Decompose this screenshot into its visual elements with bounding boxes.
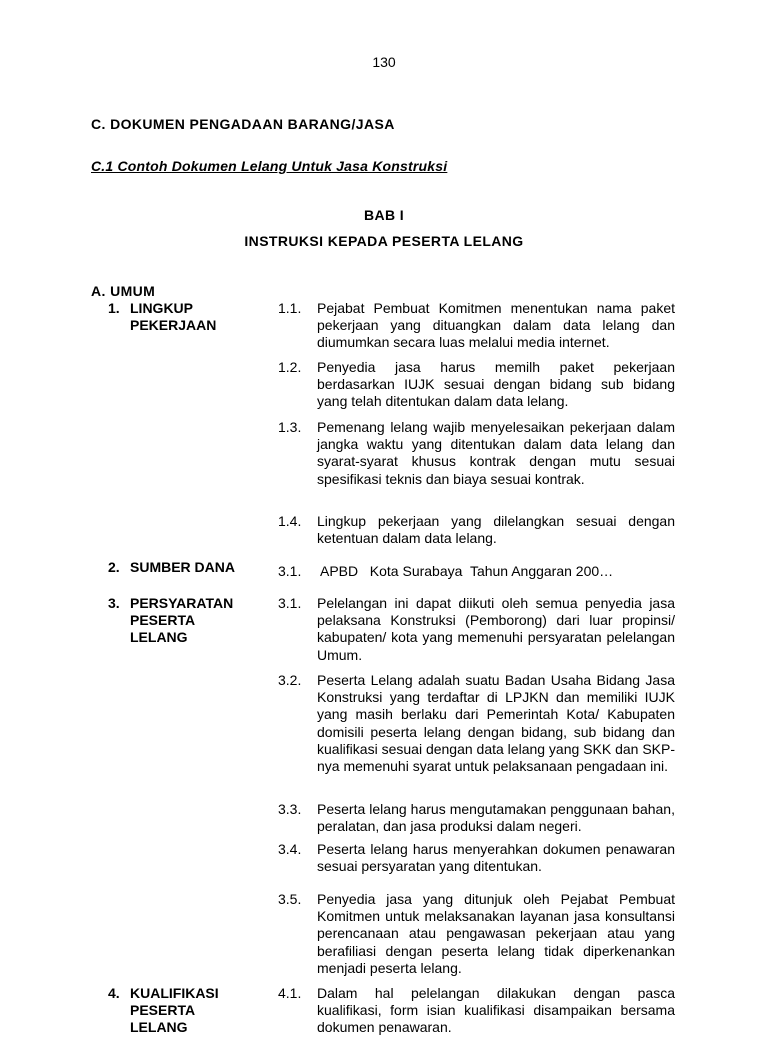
item-number: 4.1. <box>278 985 302 1001</box>
item-text: Pemenang lelang wajib menyelesaikan pekerjaan dalam jangka waktu yang ditentukan dalam data lelang dan syarat-syarat khusus kontrak dengan mutu sesuai spesifikasi teknis dan biaya sesuai kontrak. <box>317 419 675 487</box>
item-number: 3.3. <box>278 801 302 817</box>
chapter-title: INSTRUKSI KEPADA PESERTA LELANG <box>244 233 524 249</box>
item-text: Peserta Lelang adalah suatu Badan Usaha Bidang Jasa Konstruksi yang terdaftar di LPJKN dan memiliki IUJK yang masih berlaku dari Pemerintah Kota/ Kabupaten domisili peserta lelang dengan bidang, sub bidang dan kualifikasi sesuai dengan data lelang yang SKK dan SKP-nya memenuhi syarat untuk pelaksanaan pengadaan ini. <box>317 672 676 775</box>
item-number: 3.1. <box>278 595 302 611</box>
section-number: 4. <box>108 985 120 1001</box>
item-number: 3.5. <box>278 891 302 907</box>
section-number: 2. <box>108 559 120 575</box>
item-text: Pelelangan ini dapat diikuti oleh semua penyedia jasa pelaksana Konstruksi (Pemborong) dari luar propinsi/ kabupaten/ kota yang memenuhi persyaratan pelelangan Umum. <box>317 595 675 663</box>
section-title <box>108 559 235 576</box>
item-number: 1.4. <box>278 513 302 529</box>
section-title-line: LELANG <box>130 1019 188 1035</box>
section-title-line: LELANG <box>130 629 188 645</box>
chapter-number: BAB I <box>363 207 405 223</box>
item-text: Penyedia jasa yang ditunjuk oleh Pejabat Pembuat Komitmen untuk melaksanakan layanan jasa konsultansi perencanaan atau pengawasan pekerjaan atau yang berafiliasi dengan peserta lelang tidak diperkenankan menjadi peserta lelang. <box>317 891 675 976</box>
section-title-line: SUMBER DANA <box>130 559 235 575</box>
item-number: 3.2. <box>278 672 302 688</box>
item-text: APBD Kota Surabaya Tahun Anggaran 200… <box>320 563 614 579</box>
section-title <box>108 300 216 334</box>
item-number: 3.4. <box>278 841 302 857</box>
item-number: 1.1. <box>278 300 302 316</box>
section-title-line: PESERTA <box>130 1002 196 1018</box>
section-title-line: PEKERJAAN <box>130 317 217 333</box>
part-heading: A. UMUM <box>91 283 156 299</box>
section-title-line: LINGKUP <box>130 300 193 316</box>
section-title-line: PERSYARATAN <box>130 595 234 611</box>
item-text: Dalam hal pelelangan dilakukan dengan pasca kualifikasi, form isian kualifikasi disampaikan bersama dokumen penawaran. <box>317 985 675 1036</box>
section-title <box>108 595 233 646</box>
item-text: Peserta lelang harus mengutamakan penggunaan bahan, peralatan, dan jasa produksi dalam negeri. <box>317 801 675 835</box>
section-title-line: KUALIFIKASI <box>130 985 219 1001</box>
section-heading: C. DOKUMEN PENGADAAN BARANG/JASA <box>91 116 395 132</box>
item-number: 1.3. <box>278 419 302 435</box>
subsection-heading: C.1 Contoh Dokumen Lelang Untuk Jasa Konstruksi <box>91 158 448 174</box>
section-title <box>108 985 219 1036</box>
page-number: 130 <box>372 54 396 70</box>
section-title-line: PESERTA <box>130 612 196 628</box>
item-text: Peserta lelang harus menyerahkan dokumen penawaran sesuai persyaratan yang ditentukan. <box>317 841 675 875</box>
section-number: 3. <box>108 595 120 611</box>
item-number: 3.1. <box>278 563 302 579</box>
item-number: 1.2. <box>278 359 302 375</box>
section-number: 1. <box>108 300 120 316</box>
item-text: Pejabat Pembuat Komitmen menentukan nama paket pekerjaan yang dituangkan dalam data lelang dan diumumkan secara luas melalui media internet. <box>317 300 675 351</box>
item-text: Penyedia jasa harus memilh paket pekerjaan berdasarkan IUJK sesuai dengan bidang sub bidang yang telah ditentukan dalam data lelang. <box>317 359 675 410</box>
item-text: Lingkup pekerjaan yang dilelangkan sesuai dengan ketentuan dalam data lelang. <box>317 513 675 547</box>
